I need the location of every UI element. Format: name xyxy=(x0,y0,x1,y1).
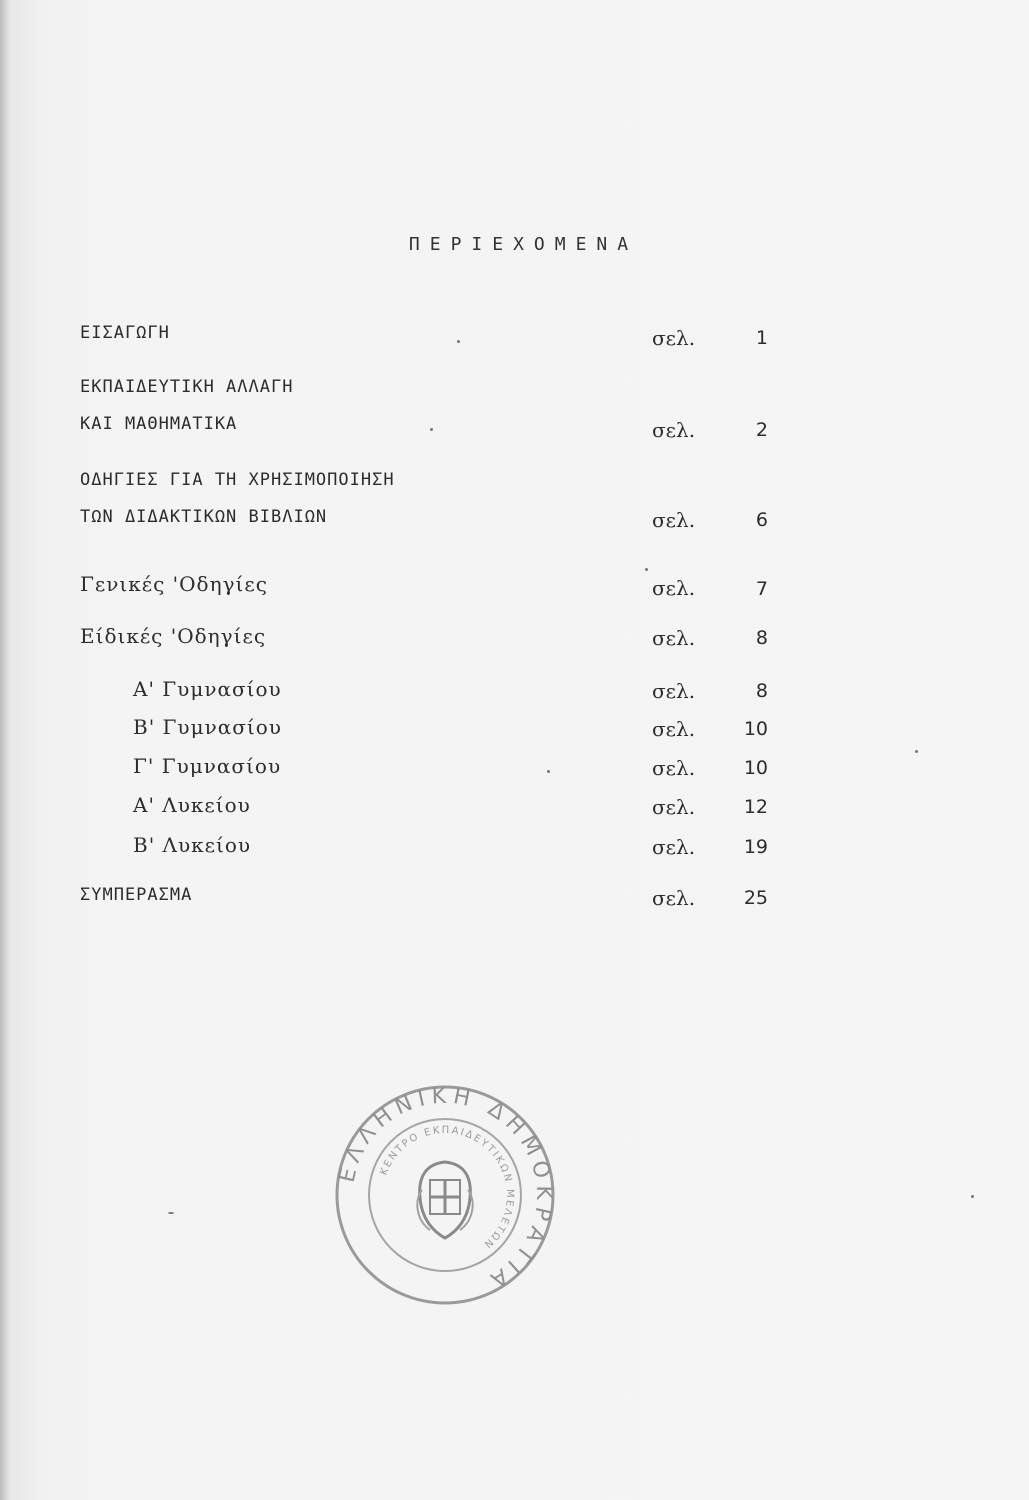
toc-page-prefix: σελ. xyxy=(652,508,696,532)
toc-page-number: 8 xyxy=(755,680,768,702)
page-title: ΠΕΡΙΕΧΟΜΕΝΑ xyxy=(408,234,639,255)
toc-page-prefix: σελ. xyxy=(652,679,696,703)
toc-entry-lyceum-a: Α' Λυκείου xyxy=(133,793,251,817)
stamp-outer-text: ΕΛΛΗΝΙΚΗ ΔΗΜΟΚΡΑΤΙΑ xyxy=(334,1083,557,1296)
toc-page-number: 19 xyxy=(743,836,768,858)
toc-entry-gymnasium-c: Γ' Γυμνασίου xyxy=(133,754,282,778)
toc-entry-instructions-line1: ΟΔΗΓΙΕΣ ΓΙΑ ΤΗ ΧΡΗΣΙΜΟΠΟΙΗΣΗ xyxy=(80,470,395,490)
toc-page-prefix: σελ. xyxy=(652,756,696,780)
toc-page-number: 1 xyxy=(755,327,768,349)
stamp-inner-text: ΚΕΝΤΡΟ ΕΚΠΑΙΔΕΥΤΙΚΩΝ ΜΕΛΕΤΩΝ xyxy=(378,1124,516,1251)
toc-entry-introduction: ΕΙΣΑΓΩΓΗ xyxy=(80,323,170,343)
toc-page-prefix: σελ. xyxy=(652,886,696,910)
toc-entry-special-instructions: Είδικές 'Οδηγίες xyxy=(80,624,267,648)
official-stamp xyxy=(330,1080,560,1310)
speck xyxy=(645,568,648,571)
scan-left-edge xyxy=(0,0,10,1500)
toc-page-prefix: σελ. xyxy=(652,418,696,442)
toc-entry-lyceum-b: Β' Λυκείου xyxy=(133,833,252,857)
toc-page-prefix: σελ. xyxy=(652,576,696,600)
toc-page-number: 8 xyxy=(755,627,768,649)
toc-entry-educational-change-line1: ΕΚΠΑΙΔΕΥΤΙΚΗ ΑΛΛΑΓΗ xyxy=(80,377,294,397)
speck xyxy=(457,340,460,343)
speck xyxy=(971,1195,974,1198)
toc-page-prefix: σελ. xyxy=(652,717,696,741)
speck xyxy=(547,770,550,773)
toc-page-number: 10 xyxy=(743,757,768,779)
toc-page-number: 7 xyxy=(755,578,768,600)
toc-page-prefix: σελ. xyxy=(652,795,696,819)
toc-entry-gymnasium-a: Α' Γυμνασίου xyxy=(133,677,282,701)
toc-page-number: 6 xyxy=(755,509,768,531)
toc-entry-general-instructions: Γενικές 'Οδηγίες xyxy=(80,572,268,596)
toc-page-number: 25 xyxy=(743,887,768,909)
toc-entry-educational-change-line2: ΚΑΙ ΜΑΘΗΜΑΤΙΚΑ xyxy=(80,414,238,434)
toc-page-prefix: σελ. xyxy=(652,326,696,350)
toc-page-prefix: σελ. xyxy=(652,835,696,859)
speck xyxy=(915,750,918,753)
toc-page-number: 2 xyxy=(755,419,768,441)
speck xyxy=(430,428,433,431)
toc-page-prefix: σελ. xyxy=(652,626,696,650)
toc-page-number: 10 xyxy=(743,718,768,740)
toc-entry-gymnasium-b: Β' Γυμνασίου xyxy=(133,715,282,739)
toc-entry-conclusion: ΣΥΜΠΕΡΑΣΜΑ xyxy=(80,885,193,905)
toc-page-number: 12 xyxy=(743,796,768,818)
toc-entry-instructions-line2: ΤΩΝ ΔΙΔΑΚΤΙΚΩΝ ΒΙΒΛΙΩΝ xyxy=(80,507,328,527)
speck xyxy=(168,1212,174,1214)
coat-of-arms-icon xyxy=(417,1162,472,1238)
